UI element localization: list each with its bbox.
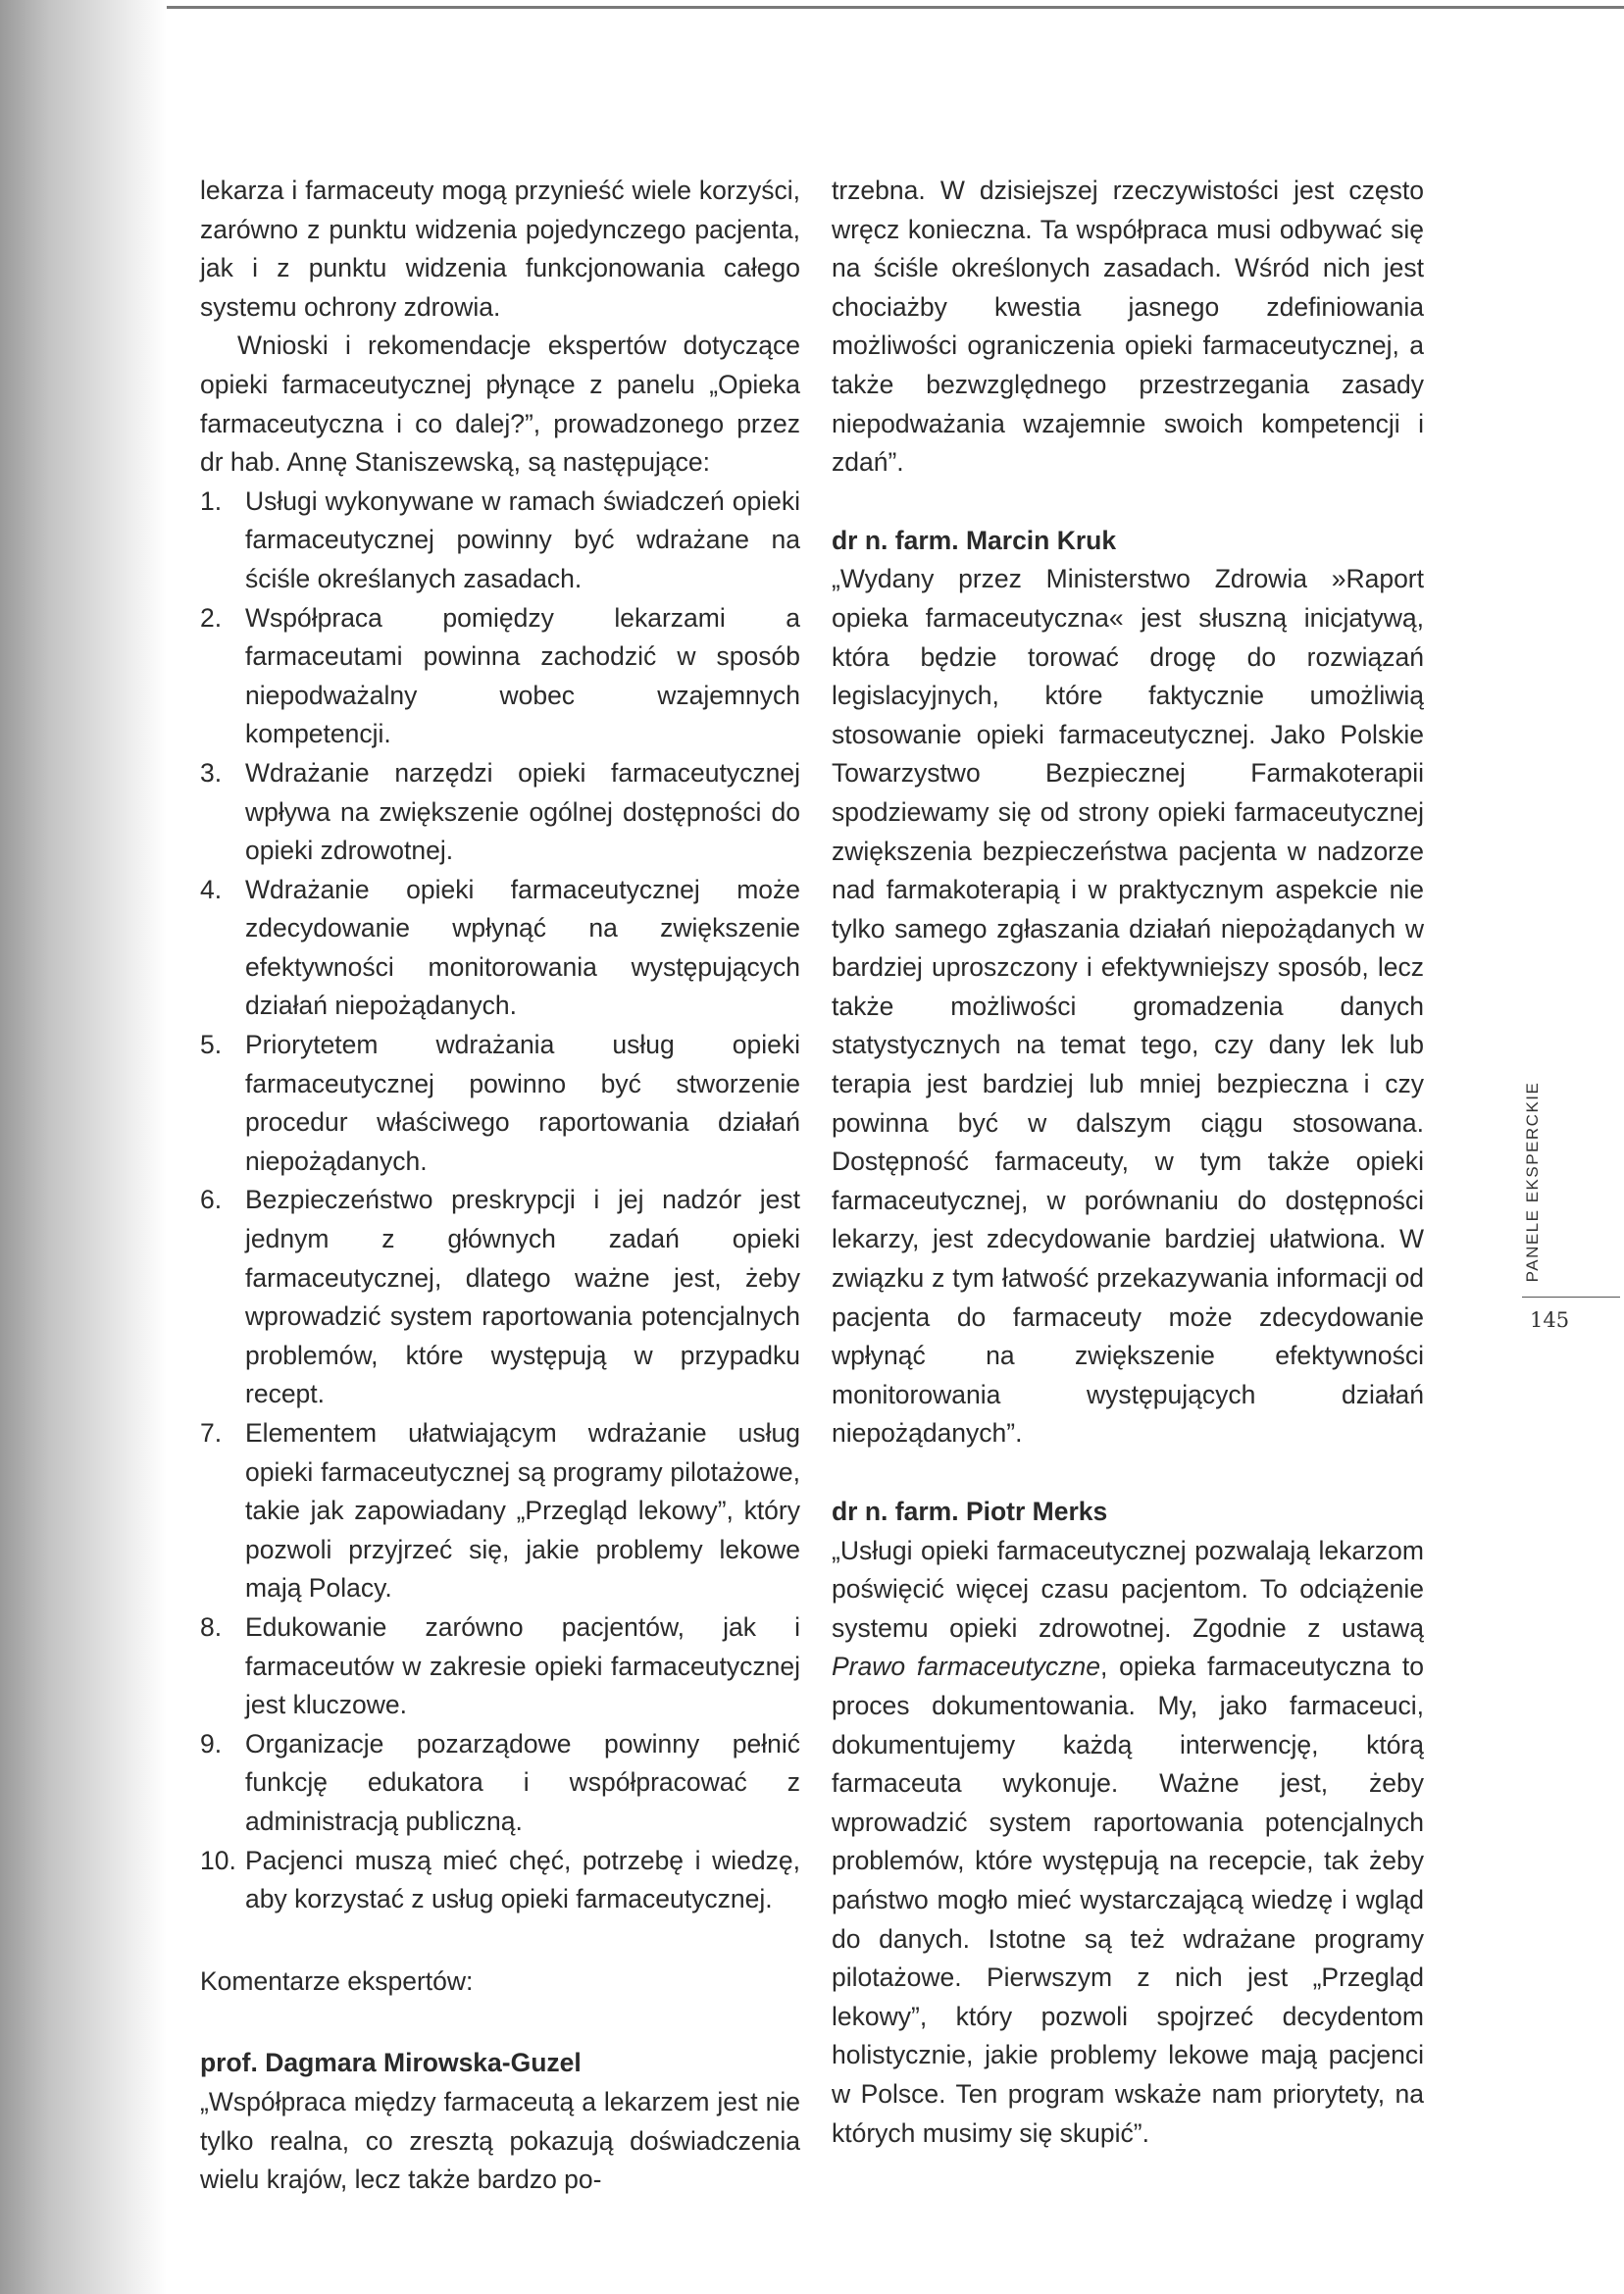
list-item: [200, 1842, 800, 1919]
quote-text: , opieka farmaceutyczna to proces dokumentowania. My, jako farmaceuci, dokumentujemy każdą interwencję, którą farmaceuta wykonuje. Ważne jest, żeby wprowadzić system raportowania potencjalnych problemów, które występują na recepcie, tak żeby państwo mogło mieć wystarczającą wiedzę i wgląd do danych. Istotne są też wdrażane programy pilotażowe. Pierwszym z nich jest „Przegląd lekowy”, który pozwoli spojrzeć decydentom holistycznie, jakie problemy lekowe mają pacjenci w Polsce. Ten program wskaże nam priorytety, na których musimy się skupić”.: [832, 1652, 1425, 2148]
section-side-label: PANELE EKSPERCKIE: [1523, 1081, 1542, 1283]
expert-name-mirowska-guzel: prof. Dagmara Mirowska-Guzel: [200, 2048, 582, 2078]
list-item: [200, 1026, 800, 1181]
top-edge-line: [0, 6, 1624, 9]
page-number: 145: [1530, 1308, 1570, 1332]
list-number: 5.: [200, 1030, 223, 1060]
list-text: Współpraca pomiędzy lekarzami a farmaceutami powinna zachodzić w sposób niepodważalny wobec wzajemnych kompetencji.: [245, 602, 800, 749]
list-number: 3.: [200, 757, 223, 788]
expert-quote-mirowska-guzel-end: trzebna. W dzisiejszej rzeczywistości jest często wręcz konieczna. Ta współpraca musi odbywać się na ściśle określonych zasadach. Wśród nich jest chociażby kwestia jasnego zdefiniowania możliwości ograniczenia opieki farmaceutycznej, a także bezwzględnego przestrzegania zasady niepodważania wzajemnie swoich kompetencji i zdań”.: [832, 176, 1424, 478]
list-text: Priorytetem wdrażania usług opieki farmaceutycznej powinno być stworzenie procedur właściwego raportowania działań niepożądanych.: [245, 1030, 800, 1176]
page-number-rule: [1522, 1297, 1620, 1298]
lead-paragraph: Wnioski i rekomendacje ekspertów dotyczące opieki farmaceutycznej płynące z panelu „Opieka farmaceutyczna i co dalej?”, prowadzonego przez dr hab. Annę Staniszewską, są następujące:: [200, 331, 800, 478]
expert-name-merks: dr n. farm. Piotr Merks: [832, 1497, 1108, 1526]
list-text: Edukowanie zarówno pacjentów, jak i farmaceutów w zakresie opieki farmaceutycznej jest kluczowe.: [245, 1611, 800, 1720]
intro-paragraph: lekarza i farmaceuty mogą przynieść wiele korzyści, zarówno z punktu widzenia pojedynczego pacjenta, jak i z punktu widzenia funkcjonowania całego systemu ochrony zdrowia.: [200, 176, 800, 322]
list-item: [200, 1181, 800, 1414]
list-item: [200, 599, 800, 754]
list-text: Organizacje pozarządowe powinny pełnić funkcję edukatora i współpracować z administracją publiczną.: [245, 1728, 800, 1836]
right-column: [832, 172, 1424, 2153]
list-text: Bezpieczeństwo preskrypcji i jej nadzór jest jednym z głównych zadań opieki farmaceutycznej, dlatego ważne jest, żeby wprowadzić system raportowania potencjalnych problemów, które występują w przypadku recept.: [245, 1185, 800, 1409]
list-item: [200, 1608, 800, 1725]
list-item: [200, 1725, 800, 1842]
list-item: [200, 754, 800, 871]
list-item: [200, 871, 800, 1026]
list-number: 2.: [200, 602, 223, 633]
list-number: 6.: [200, 1185, 223, 1215]
list-number: 4.: [200, 874, 223, 904]
list-text: Wdrażanie opieki farmaceutycznej może zdecydowanie wpłynąć na zwiększenie efektywności monitorowania występujących działań niepożądanych.: [245, 874, 800, 1021]
left-column: [200, 172, 800, 2200]
list-text: Usługi wykonywane w ramach świadczeń opieki farmaceutycznej powinny być wdrażane na ściśle określanych zasadach.: [245, 485, 800, 593]
list-item: [200, 483, 800, 599]
expert-quote-mirowska-guzel-start: „Współpraca między farmaceutą a lekarzem jest nie tylko realna, co zresztą pokazują doświadczenia wielu krajów, lecz także bardzo po-: [200, 2086, 800, 2195]
list-number: 10.: [200, 1845, 236, 1875]
expert-quote-merks: [832, 1532, 1424, 2154]
recommendations-list: [200, 483, 800, 1919]
list-number: 1.: [200, 485, 223, 516]
list-number: 9.: [200, 1728, 223, 1759]
list-number: 7.: [200, 1418, 223, 1448]
list-number: 8.: [200, 1611, 223, 1642]
expert-quote-kruk: „Wydany przez Ministerstwo Zdrowia »Raport opieka farmaceutyczna« jest słuszną inicjatywą, która będzie torować drogę do rozwiązań legislacyjnych, które faktycznie umożliwią stosowanie opieki farmaceutycznej. Jako Polskie Towarzystwo Bezpiecznej Farmakoterapii spodziewamy się od strony opieki farmaceutycznej zwiększenia bezpieczeństwa pacjenta w nadzorze nad farmakoterapią i w praktycznym aspekcie nie tylko samego zgłaszania działań niepożądanych w bardziej uproszczony i efektywniejszy sposób, lecz także możliwości gromadzenia danych statystycznych na temat tego, czy dany lek lub terapia jest bardziej lub mniej bezpieczna i czy powinna być w dalszym ciągu stosowana. Dostępność farmaceuty, w tym także opieki farmaceutycznej, w porównaniu do dostępności lekarzy, jest zdecydowanie bardziej ułatwiona. W związku z tym łatwość przekazywania informacji od pacjenta do farmaceuty może zdecydowanie wpłynąć na zwiększenie efektywności monitorowania występujących działań niepożądanych”.: [832, 564, 1424, 1449]
quote-italic-title: Prawo farmaceutyczne: [832, 1652, 1100, 1682]
quote-text: „Usługi opieki farmaceutycznej pozwalają lekarzom poświęcić więcej czasu pacjentom. To odciążenie systemu opieki zdrowotnej. Zgodnie z ustawą: [832, 1535, 1424, 1643]
list-text: Wdrażanie narzędzi opieki farmaceutycznej wpływa na zwiększenie ogólnej dostępności do opieki zdrowotnej.: [245, 757, 800, 866]
list-text: Pacjenci muszą mieć chęć, potrzebę i wiedzę, aby korzystać z usług opieki farmaceutycznej.: [245, 1845, 800, 1914]
comments-label: Komentarze ekspertów:: [200, 1965, 474, 1996]
list-item: [200, 1414, 800, 1608]
expert-name-kruk: dr n. farm. Marcin Kruk: [832, 525, 1117, 555]
list-text: Elementem ułatwiającym wdrażanie usług opieki farmaceutycznej są programy pilotażowe, takie jak zapowiadany „Przegląd lekowy”, który pozwoli przyjrzeć się, jakie problemy lekowe mają Polacy.: [245, 1418, 800, 1604]
page-gutter-shadow: [0, 0, 167, 2294]
